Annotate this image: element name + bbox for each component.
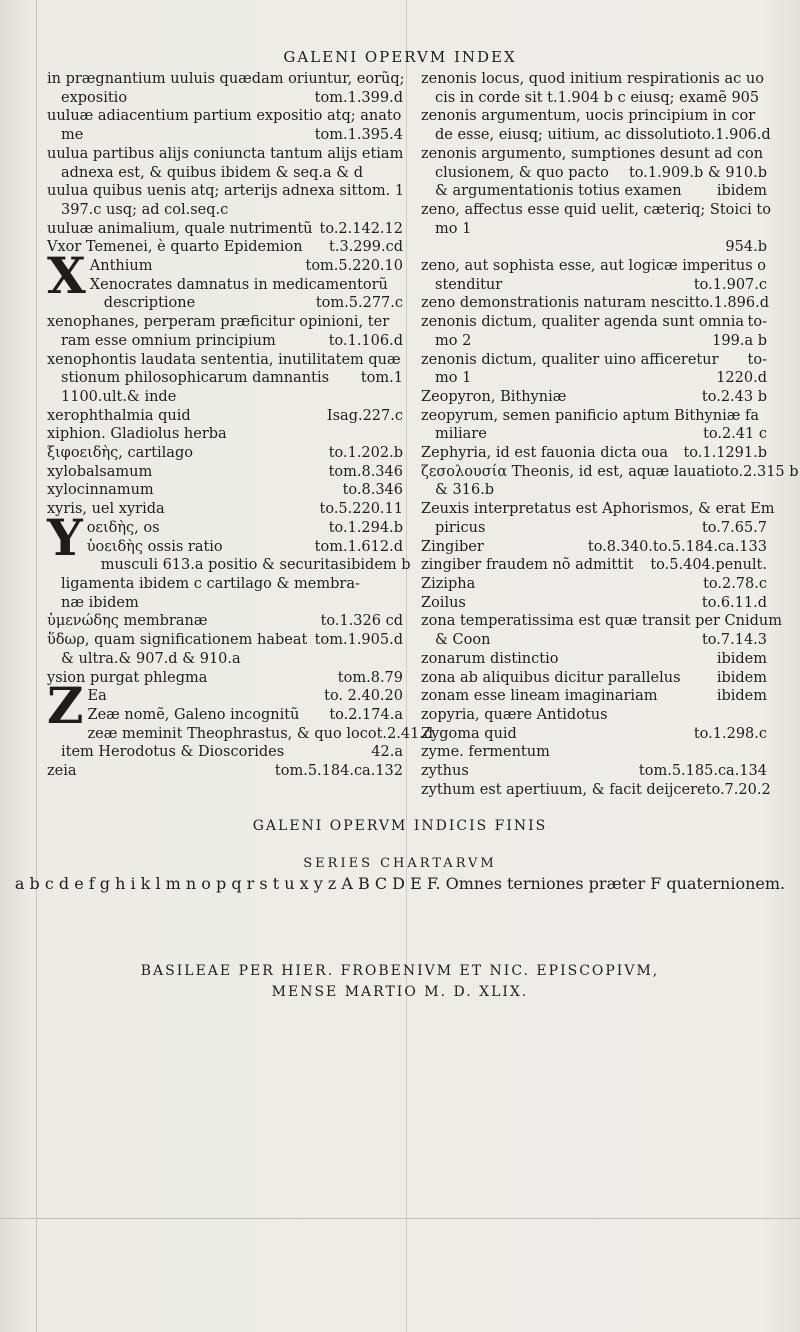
index-entry — [90, 257, 403, 276]
entry-text: piricus — [435, 519, 486, 536]
index-entry — [421, 650, 767, 669]
entry-text: Zingiber — [421, 538, 484, 555]
entry-reference: to.1.1291.b — [683, 445, 767, 462]
drop-initial: Z — [47, 676, 84, 736]
entry-text: stenditur — [435, 276, 503, 293]
entry-reference: to.1.906.d — [696, 127, 771, 144]
index-entry — [47, 612, 403, 631]
running-header: GALENI OPERVM INDEX — [283, 48, 517, 66]
index-entry — [421, 612, 782, 631]
entry-reference: to. 2.40.20 — [324, 688, 403, 705]
entry-text: zenonis dictum, qualiter uino afficeretur — [421, 351, 719, 368]
entry-text: zeia — [47, 763, 77, 780]
index-column-right — [421, 70, 799, 799]
entry-text: zeopyrum, semen panificio aptum Bithyniæ fa — [421, 407, 759, 424]
entry-reference: tom.1 — [360, 370, 403, 387]
index-entry — [47, 313, 403, 332]
index-entry — [47, 388, 403, 407]
index-entry — [47, 89, 403, 108]
index-entry — [421, 276, 767, 295]
entry-text: uulua partibus alijs coniuncta tantum alijs etiam — [47, 145, 404, 162]
index-entry — [421, 201, 771, 220]
index-entry — [421, 257, 767, 276]
index-entry — [47, 594, 403, 613]
entry-reference: tom.1.399.d — [314, 89, 403, 106]
entry-text: Zoilus — [421, 594, 466, 611]
entry-text: xerophthalmia quid — [47, 407, 191, 424]
entry-reference: tom. 1 — [357, 183, 405, 200]
index-entry — [421, 594, 767, 613]
index-entry — [421, 463, 799, 482]
entry-text: zona ab aliquibus dicitur parallelus — [421, 669, 681, 686]
entry-reference: tom.1.395.4 — [314, 127, 403, 144]
entry-reference: to.2.41 c — [703, 426, 767, 443]
entry-text: Vxor Temenei, è quarto Epidemion — [47, 239, 303, 256]
entry-reference: to.1.106.d — [328, 332, 403, 349]
entry-reference: to.2.315 b — [724, 463, 799, 480]
entry-text: miliare — [435, 426, 487, 443]
index-entry — [47, 201, 403, 220]
entry-text: zeno, aut sophista esse, aut logicæ imperitus o — [421, 258, 766, 275]
entry-reference: ibidem b — [346, 557, 411, 574]
index-entry — [421, 631, 767, 650]
entry-text: 397.c usq; ad col.seq.c — [61, 201, 229, 218]
entry-text: Ea — [87, 688, 107, 705]
entry-text: Zygoma quid — [421, 725, 517, 742]
entry-reference: tom.5.185.ca.134 — [638, 763, 767, 780]
index-entry — [421, 743, 767, 762]
index-column-left — [47, 70, 434, 781]
index-entry — [47, 145, 403, 164]
index-entry — [47, 631, 403, 650]
entry-text: Zeuxis interpretatus est Aphorismos, & erat Em — [421, 501, 775, 518]
entry-reference: to.2.78.c — [703, 575, 767, 592]
entry-reference: to.1.896.d — [694, 295, 769, 312]
imprint-line-2: MENSE MARTIO M. D. XLIX. — [271, 984, 529, 1000]
entry-reference: tom.1.905.d — [314, 632, 403, 649]
index-entry — [47, 220, 403, 239]
index-entry — [87, 519, 403, 538]
index-entry — [421, 481, 767, 500]
entry-text: expositio — [61, 89, 128, 106]
entry-text: uuluæ adiacentium partium expositio atq; anato — [47, 108, 402, 125]
entry-reference: to.6.11.d — [701, 594, 767, 611]
entry-text: in prægnantium uuluis quædam oriuntur, eorũq; — [47, 71, 405, 87]
entry-text: zeno, affectus esse quid uelit, cæteriq; Stoici to — [421, 201, 771, 218]
entry-text: mo 1 — [435, 220, 472, 237]
index-entry — [87, 556, 411, 575]
entry-text: zingiber fraudem nõ admittit — [421, 557, 634, 574]
index-entry — [421, 126, 771, 145]
index-entry — [47, 743, 403, 762]
entry-reference: to.7.20.2 — [705, 781, 771, 798]
entry-reference: t.3.299.cd — [329, 239, 403, 256]
entry-reference: to.1.907.c — [693, 276, 767, 293]
entry-text: ὑμενώδης membranæ — [47, 613, 208, 630]
entry-text: zeæ meminit Theophrastus, & quo loco — [87, 725, 377, 742]
entry-text: xyris, uel xyrida — [47, 501, 165, 518]
entry-text: zythum est apertiuum, & facit deijcere — [421, 781, 706, 798]
index-entry — [47, 425, 403, 444]
index-entry — [421, 538, 767, 557]
entry-text: Zeopyron, Bithyniæ — [421, 388, 567, 405]
entry-text: ὕδωρ, quam significationem habeat — [47, 632, 308, 649]
entry-text: stionum philosophicarum damnantis — [61, 370, 330, 387]
entry-reference: to.7.14.3 — [701, 632, 767, 649]
entry-text: descriptione — [103, 295, 196, 312]
column-divider — [406, 0, 407, 1332]
index-entry — [88, 687, 404, 706]
entry-text: 1100.ult.& inde — [61, 388, 177, 405]
index-entry — [421, 519, 767, 538]
entry-text: zyme. fermentum — [421, 744, 550, 761]
index-entry — [421, 313, 767, 332]
entry-reference: to.7.65.7 — [701, 519, 767, 536]
entry-text: uulua quibus uenis atq; arterijs adnexa sit — [47, 183, 358, 200]
entry-reference: 1220.d — [716, 370, 767, 387]
entry-text: ὑοειδὴς ossis ratio — [86, 538, 223, 555]
entry-text: zythus — [421, 763, 469, 780]
entry-text: ram esse omnium principium — [61, 332, 276, 349]
index-entry — [421, 687, 767, 706]
index-entry — [421, 388, 767, 407]
index-entry — [47, 332, 403, 351]
entry-text: zona temperatissima est quæ transit per Cnidum — [421, 613, 782, 630]
index-entry — [47, 650, 403, 669]
entry-text: Anthium — [89, 258, 153, 275]
entry-text: zonam esse lineam imaginariam — [421, 688, 658, 705]
index-entry — [421, 70, 767, 89]
entry-text: zenonis argumentum, uocis principium in cor — [421, 108, 756, 125]
entry-text: ligamenta ibidem c cartilago & membra- — [61, 575, 360, 592]
index-entry — [47, 575, 403, 594]
entry-text: me — [61, 127, 84, 144]
index-entry — [88, 706, 404, 725]
index-entry — [47, 107, 403, 126]
entry-text: & Coon — [435, 632, 491, 649]
index-entry — [421, 575, 767, 594]
entry-text: xiphion. Gladiolus herba — [47, 426, 227, 443]
entry-text: næ ibidem — [61, 594, 139, 611]
entry-text: zonarum distinctio — [421, 650, 559, 667]
index-entry — [47, 126, 403, 145]
index-entry — [421, 89, 767, 108]
page-bottom-edge — [0, 1218, 800, 1219]
index-entry — [421, 706, 767, 725]
imprint-line-1: BASILEAE PER HIER. FROBENIVM ET NIC. EPISCOPIVM, — [140, 963, 660, 979]
entry-reference: ibidem — [716, 650, 767, 667]
entry-text: ζεσολουσία Theonis, id est, aquæ lauatio — [421, 463, 725, 480]
series-heading: SERIES CHARTARVM — [303, 856, 497, 871]
entry-reference: tom.1.612.d — [314, 538, 403, 555]
entry-reference: tom.5.277.c — [315, 295, 403, 312]
index-entry — [47, 669, 403, 688]
entry-text: cis in corde sit t.1.904 b c eiusq; examẽ 905 — [435, 89, 760, 106]
entry-text: mo 1 — [435, 370, 472, 387]
entry-text: ξιφοειδὴς, cartilago — [47, 445, 193, 462]
entry-text: οειδὴς, os — [86, 519, 160, 536]
entry-reference: 954.b — [725, 239, 767, 256]
index-entry — [421, 220, 767, 239]
left-margin-crease — [36, 0, 37, 1332]
entry-reference: to.2.174.a — [329, 706, 403, 723]
entry-reference: ibidem — [716, 669, 767, 686]
index-entry — [47, 407, 403, 426]
index-entry — [87, 725, 434, 744]
entry-text: & argumentationis totius examen — [435, 183, 682, 200]
entry-text: zeno demonstrationis naturam nescit — [421, 295, 695, 312]
entry-text: Zeæ nomẽ, Galeno incognitũ — [87, 706, 300, 723]
index-entry — [87, 538, 403, 557]
index-entry — [421, 556, 767, 575]
index-entry — [90, 276, 403, 295]
entry-reference: 199.a b — [712, 332, 767, 349]
drop-initial: Y — [47, 507, 83, 567]
index-entry — [421, 369, 767, 388]
entry-reference: to.1.909.b & 910.b — [628, 164, 767, 181]
entry-text: xenophanes, perperam præficitur opinioni, ter — [47, 314, 390, 331]
entry-reference: ibidem — [716, 688, 767, 705]
entry-text: xylocinnamum — [47, 482, 154, 499]
entry-reference: to.5.404.penult. — [650, 557, 767, 574]
entry-reference: tom.5.220.10 — [305, 258, 403, 275]
index-entry — [421, 725, 767, 744]
entry-text: xylobalsamum — [47, 463, 153, 480]
entry-text: clusionem, & quo pacto — [435, 164, 609, 181]
entry-reference: to.1.202.b — [328, 445, 403, 462]
entry-reference: Isag.227.c — [326, 407, 403, 424]
entry-reference: to- — [747, 314, 767, 331]
index-entry — [421, 164, 767, 183]
index-entry — [421, 294, 767, 313]
entry-reference: to.2.142.12 — [319, 220, 403, 237]
entry-reference: t.2.41.d — [376, 725, 434, 742]
index-entry — [421, 182, 767, 201]
entry-text: mo 2 — [435, 332, 472, 349]
entry-text: de esse, eiusq; uitium, ac dissolutio — [435, 127, 697, 144]
entry-text: musculi 613.a positio & securitas — [100, 557, 347, 574]
index-entry — [47, 164, 403, 183]
entry-text: zopyria, quære Antidotus — [421, 706, 608, 723]
entry-reference: to.5.220.11 — [319, 501, 403, 518]
entry-reference: to.2.43 b — [701, 388, 767, 405]
index-entry — [47, 500, 403, 519]
entry-text: & 316.b — [435, 482, 495, 499]
entry-text: uuluæ animalium, quale nutrimentũ — [47, 220, 313, 237]
index-entry — [47, 351, 403, 370]
entry-reference: to.1.298.c — [693, 725, 767, 742]
index-entry — [421, 669, 767, 688]
entry-text: item Herodotus & Dioscorides — [61, 744, 285, 761]
drop-initial: X — [47, 246, 86, 306]
index-entry — [421, 444, 767, 463]
entry-text: Zephyria, id est fauonia dicta oua — [421, 445, 669, 462]
index-end-line: GALENI OPERVM INDICIS FINIS — [252, 818, 548, 834]
index-entry — [421, 107, 767, 126]
collation-signatures: a b c d e f g h i k l m n o p q r s t u x y z A B C D E F. Omnes terniones præter F quaternionem. — [14, 874, 786, 893]
entry-text: zenonis dictum, qualiter agenda sunt omnia — [421, 314, 745, 331]
entry-reference: to.8.346 — [342, 482, 403, 499]
index-entry — [421, 781, 771, 800]
entry-text: ysion purgat phlegma — [47, 669, 208, 686]
index-entry — [47, 369, 403, 388]
entry-reference: to- — [747, 351, 767, 368]
index-entry — [47, 238, 403, 257]
entry-reference: tom.8.346 — [328, 463, 403, 480]
entry-reference: tom.8.79 — [337, 669, 403, 686]
index-entry — [47, 463, 403, 482]
entry-text: Xenocrates damnatus in medicamentorũ — [89, 276, 388, 293]
index-entry — [47, 481, 403, 500]
entry-reference: to.1.294.b — [328, 519, 403, 536]
entry-text: zenonis locus, quod initium respirationis ac uo — [421, 71, 764, 87]
entry-reference: 42.a — [371, 744, 403, 761]
index-entry — [47, 70, 403, 89]
index-entry — [47, 762, 403, 781]
entry-text: adnexa est, & quibus ibidem & seq.a & d — [61, 164, 364, 181]
entry-reference: to.1.326 cd — [320, 613, 403, 630]
index-entry — [421, 425, 767, 444]
index-entry — [47, 444, 403, 463]
entry-reference: ibidem — [716, 183, 767, 200]
entry-text: Zizipha — [421, 575, 476, 592]
entry-reference: to.8.340.to.5.184.ca.133 — [587, 538, 767, 555]
entry-text: zenonis argumento, sumptiones desunt ad con — [421, 145, 764, 162]
entry-text: xenophontis laudata sententia, inutilitatem quæ — [47, 351, 401, 368]
index-entry — [421, 500, 775, 519]
index-entry — [421, 145, 767, 164]
index-entry — [90, 294, 403, 313]
index-entry — [421, 238, 767, 257]
index-entry — [421, 407, 767, 426]
index-entry — [421, 332, 767, 351]
index-entry — [421, 351, 767, 370]
entry-reference: tom.5.184.ca.132 — [274, 763, 403, 780]
index-entry — [47, 182, 403, 201]
entry-text: & ultra.& 907.d & 910.a — [61, 650, 241, 667]
index-entry — [421, 762, 767, 781]
